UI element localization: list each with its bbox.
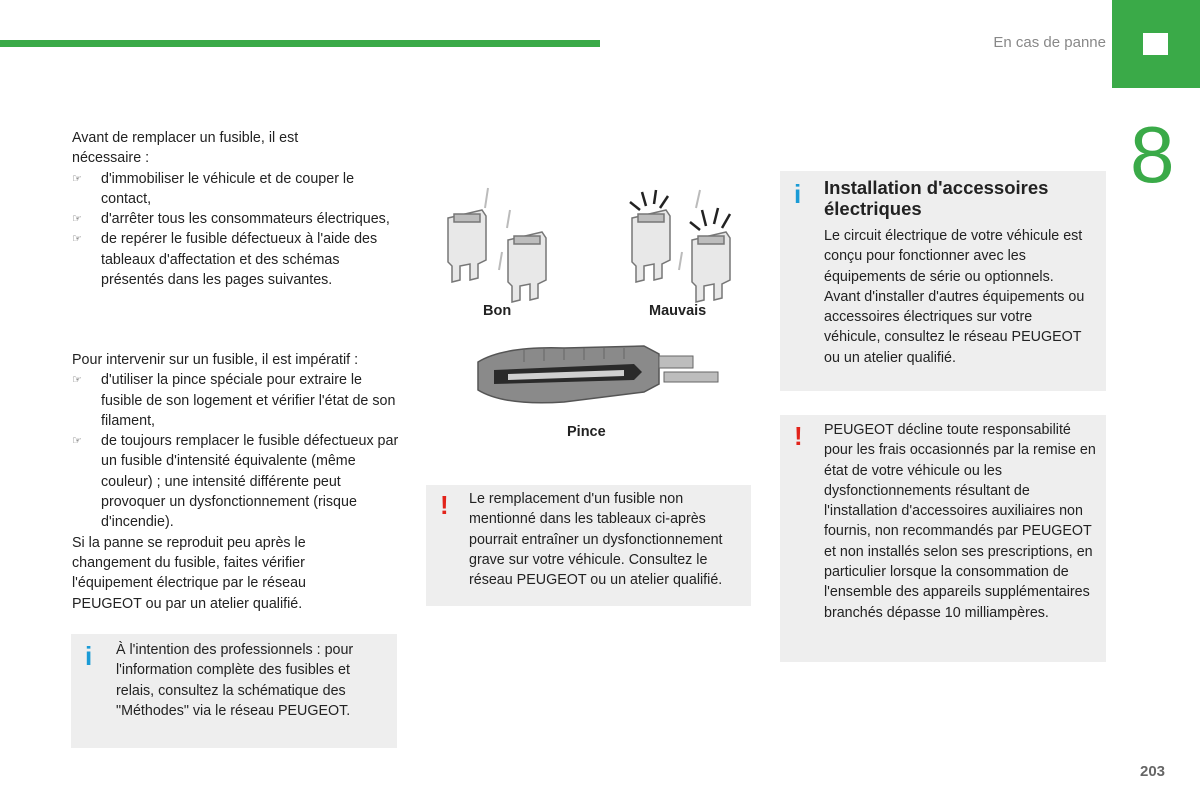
precautions-list-1	[72, 169, 402, 291]
bullet-icon: ☞	[72, 435, 82, 448]
warning-icon: !	[440, 490, 449, 520]
professional-info-text: À l'intention des professionnels : pour l'information complète des fusibles et relais, consultez la schématique des "Méthodes" via le réseau PEUGEOT.	[116, 642, 354, 719]
recurring-fault-paragraph: Si la panne se reproduit peu après le changement du fusible, faites vérifier l'équipement électrique par le réseau PEUGEOT ou par un atelier qualifié.	[72, 534, 307, 612]
fuse-pliers-illustration	[474, 340, 724, 410]
fuse-intervention-section	[72, 350, 400, 614]
bad-fuse-label: Mauvais	[649, 303, 707, 319]
good-fuse-2-icon	[508, 232, 546, 302]
list-item: ☞ de toujours remplacer le fusible défectueux par un fusible d'intensité équivalente (même couleur) ; une intensité différente peut provoquer un dysfonctionnement (risque d'incendie).	[72, 433, 399, 531]
section-title: En cas de panne	[993, 34, 1106, 51]
bullet-icon: ☞	[72, 374, 82, 387]
list-item: ☞ d'immobiliser le véhicule et de couper le contact,	[72, 170, 355, 207]
list-item: ☞ de repérer le fusible défectueux à l'aide des tableaux d'affectation et des schémas présentés dans les pages suivantes.	[72, 231, 378, 289]
bullet-icon: ☞	[72, 172, 82, 185]
liability-warning-box	[780, 415, 1106, 662]
accessories-title: Installation d'accessoires électriques	[824, 177, 1049, 219]
bad-fuse-1-icon	[632, 210, 670, 282]
bullet-icon: ☞	[72, 213, 82, 226]
info-icon: i	[85, 641, 93, 671]
liability-warning-text: PEUGEOT décline toute responsabilité pour les frais occasionnés par la remise en état de votre véhicule ou les dysfonctionnements résultant de l'installation d'accessoires auxiliaires non fournis, non recommandés par PEUGEOT et non installés selon ses prescriptions, en particulier lorsque la consommation de l'ensemble des appareils supplémentaires branchés dépasse 10 milliampères.	[824, 422, 1096, 621]
fuse-precautions-section	[72, 128, 402, 290]
fuse-comparison-illustration	[430, 180, 730, 320]
warning-icon: !	[794, 421, 803, 451]
bad-fuse-2-icon	[692, 232, 730, 302]
chapter-square-icon	[1143, 33, 1168, 55]
intro-text-2: Pour intervenir sur un fusible, il est impératif :	[72, 352, 359, 368]
accessories-info-box	[780, 171, 1106, 391]
chapter-number: 8	[1130, 110, 1175, 199]
accessories-info-text: Le circuit électrique de votre véhicule est conçu pour fonctionner avec les équipements de série ou optionnels. Avant d'installer d'autres équipements ou accessoires électriques sur votre véhicule, consultez le réseau PEUGEOT ou un atelier qualifié.	[824, 228, 1085, 366]
good-fuse-label: Bon	[483, 303, 512, 319]
intro-text-1: Avant de remplacer un fusible, il est nécessaire :	[72, 130, 299, 167]
list-item: ☞ d'arrêter tous les consommateurs électriques,	[72, 209, 402, 229]
fuse-warning-text: Le remplacement d'un fusible non mentionné dans les tableaux ci-après pourrait entraîner un dysfonctionnement grave sur votre véhicule. Consultez le réseau PEUGEOT ou un atelier qualifié.	[469, 491, 723, 589]
info-icon: i	[794, 179, 802, 209]
good-fuse-1-icon	[448, 210, 486, 282]
chapter-tab	[1112, 0, 1200, 88]
list-item: ☞ d'utiliser la pince spéciale pour extraire le fusible de son logement et vérifier l'état de son filament,	[72, 372, 396, 429]
fuse-warning-box	[426, 485, 751, 606]
pliers-label: Pince	[567, 424, 606, 440]
precautions-list-2	[72, 370, 400, 532]
page-number: 203	[1140, 763, 1166, 780]
bullet-icon: ☞	[72, 233, 82, 246]
header-green-bar	[0, 40, 600, 47]
professional-info-box	[71, 634, 397, 748]
